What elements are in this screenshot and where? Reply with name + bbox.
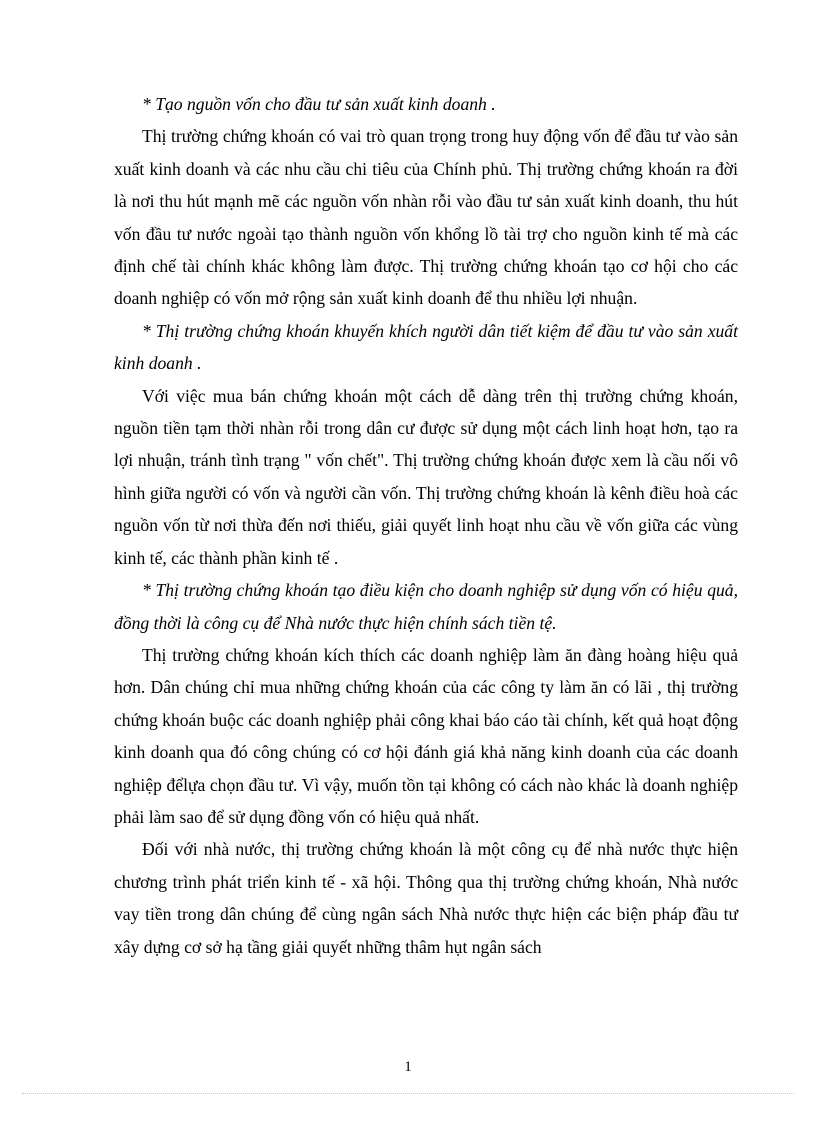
- body-paragraph-capital-role: Thị trường chứng khoán có vai trò quan trọng trong huy động vốn để đầu tư vào sản xuất kinh doanh và các nhu cầu chi tiêu của Chính phủ. Thị trường chứng khoán ra đời là nơi thu hút mạnh mẽ các nguồn vốn nhàn rỗi vào đầu tư sản xuất kinh doanh, thu hút vốn đầu tư nước ngoài tạo thành nguồn vốn khổng lồ tài trợ cho nguồn kinh tế mà các định chế tài chính khác không làm được. Thị trường chứng khoán tạo cơ hội cho các doanh nghiệp có vốn mở rộng sản xuất kinh doanh để thu nhiều lợi nhuận.: [114, 126, 738, 309]
- body-paragraph-enterprise-efficiency: Thị trường chứng khoán kích thích các doanh nghiệp làm ăn đàng hoàng hiệu quả hơn. Dân chúng chỉ mua những chứng khoán của các công ty làm ăn có lãi , thị trường chứng khoán buộc các doanh nghiệp phải công khai báo cáo tài chính, kết quả hoạt động kinh doanh qua đó công chúng có cơ hội đánh giá khả năng kinh doanh của các doanh nghiệp đểlựa chọn đầu tư. Vì vậy, muốn tồn tại không có cách nào khác là doanh nghiệp phải làm sao để sử dụng đồng vốn có hiệu quả nhất.: [114, 644, 738, 827]
- body-paragraph-trading: Với việc mua bán chứng khoán một cách dễ dàng trên thị trường chứng khoán, nguồn tiền tạm thời nhàn rỗi trong dân cư được sử dụng một cách linh hoạt hơn, tạo ra lợi nhuận, tránh tình trạng " vốn chết". Thị trường chứng khoán được xem là cầu nối vô hình giữa người có vốn và người cần vốn. Thị trường chứng khoán là kênh điều hoà các nguồn vốn từ nơi thừa đến nơi thiếu, giải quyết linh hoạt nhu cầu về vốn giữa các vùng kinh tế, các thành phần kinh tế .: [114, 385, 738, 568]
- section-heading-efficient-capital: * Thị trường chứng khoán tạo điều kiện cho doanh nghiệp sử dụng vốn có hiệu quả, đồng thời là công cụ để Nhà nước thực hiện chính sách tiền tệ.: [114, 580, 738, 633]
- page-bottom-divider: [22, 1093, 794, 1094]
- body-paragraph-state-role: Đối với nhà nước, thị trường chứng khoán là một công cụ để nhà nước thực hiện chương trình phát triển kinh tế - xã hội. Thông qua thị trường chứng khoán, Nhà nước vay tiền trong dân chúng để cùng ngân sách Nhà nước thực hiện các biện pháp đầu tư xây dựng cơ sở hạ tầng giải quyết những thâm hụt ngân sách: [114, 839, 738, 957]
- document-page: [114, 88, 738, 963]
- section-heading-capital-source: * Tạo nguồn vốn cho đầu tư sản xuất kinh doanh .: [142, 94, 496, 114]
- page-number: 1: [404, 1059, 412, 1075]
- section-heading-saving-encouragement: * Thị trường chứng khoán khuyến khích người dân tiết kiệm để đầu tư vào sản xuất kinh doanh .: [114, 320, 738, 374]
